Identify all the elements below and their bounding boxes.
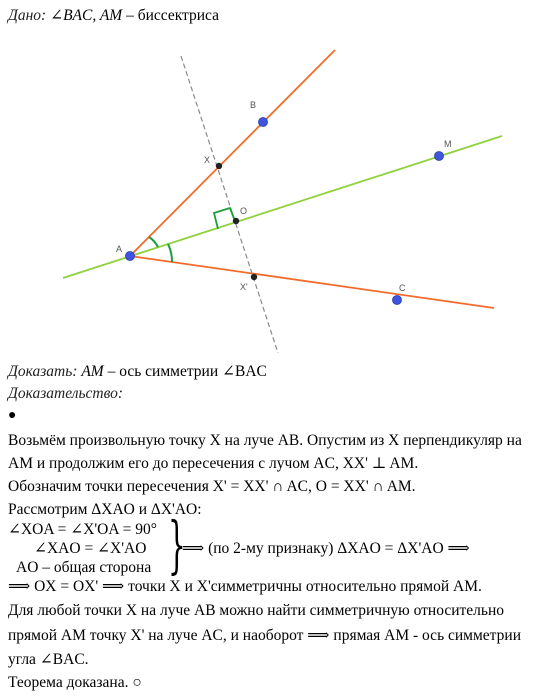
congruence-system	[8, 520, 157, 577]
label-a: A	[116, 244, 123, 254]
proof-label: Доказательство:	[8, 385, 124, 402]
system-brace: }	[168, 508, 186, 581]
point-x	[216, 163, 222, 169]
proof-line-5: ⟹ OX = OX' ⟹ точки X и X'симметричны относительно прямой AM.	[8, 578, 482, 595]
point-b	[259, 118, 268, 127]
proof-line-1: Возьмём произвольную точку X на луче AB. Опустим из X перпендикуляр на	[8, 432, 522, 449]
point-o	[233, 218, 239, 224]
label-c: C	[399, 283, 406, 293]
point-a	[126, 252, 135, 261]
proof-line-9: Теорема доказана. ○	[8, 674, 142, 691]
system-line-2: ∠XAO = ∠X'AO	[34, 540, 147, 557]
label-m: M	[444, 139, 452, 149]
point-c	[393, 296, 402, 305]
label-b: B	[250, 100, 257, 110]
proof-line-8: угла ∠BAC.	[8, 651, 89, 668]
given-line	[8, 6, 219, 26]
ray-ac	[130, 256, 494, 308]
system-line-3: AO – общая сторона	[16, 559, 152, 576]
proof-line-3: Обозначим точки пересечения X' = XX' ∩ AC, O = XX' ∩ AM.	[8, 478, 416, 495]
prove-label: Доказать:	[8, 363, 78, 380]
geometry-figure	[0, 28, 550, 358]
label-xp: X'	[240, 282, 248, 292]
bullet: ●	[8, 408, 17, 423]
proof-line-7: прямой AM точку X' на луче AC, и наоборот ⟹ прямая AM - ось симметрии	[8, 627, 521, 644]
label-x: X	[204, 155, 211, 165]
given-text: – биссектриса	[122, 7, 220, 24]
system-result: ⟹ (по 2-му признаку) ΔXAO = ΔX'AO ⟹	[182, 540, 470, 557]
prove-line	[8, 362, 267, 382]
proof-line-6: Для любой точки X на луче AB можно найти симметричную относительно	[8, 602, 505, 619]
point-xp	[251, 274, 257, 280]
proof-line-4: Рассмотрим ΔXAO и ΔX'AO:	[8, 501, 202, 518]
prove-math: AM	[81, 363, 104, 380]
angle-arc-bax	[149, 237, 158, 247]
given-math: ∠BAC, AM	[50, 7, 123, 24]
perpendicular-line	[181, 56, 278, 353]
ray-ab	[130, 50, 335, 256]
system-line-1: ∠XOA = ∠X'OA = 90°	[8, 521, 157, 538]
angle-arc-cax	[168, 244, 172, 262]
given-label: Дано:	[8, 7, 47, 24]
prove-text: – ось симметрии ∠BAC	[103, 363, 267, 380]
label-o: O	[240, 206, 248, 216]
point-m	[435, 152, 444, 161]
proof-line-2: AM и продолжим его до пересечения с лучом AC, XX' ⊥ AM.	[8, 455, 419, 472]
